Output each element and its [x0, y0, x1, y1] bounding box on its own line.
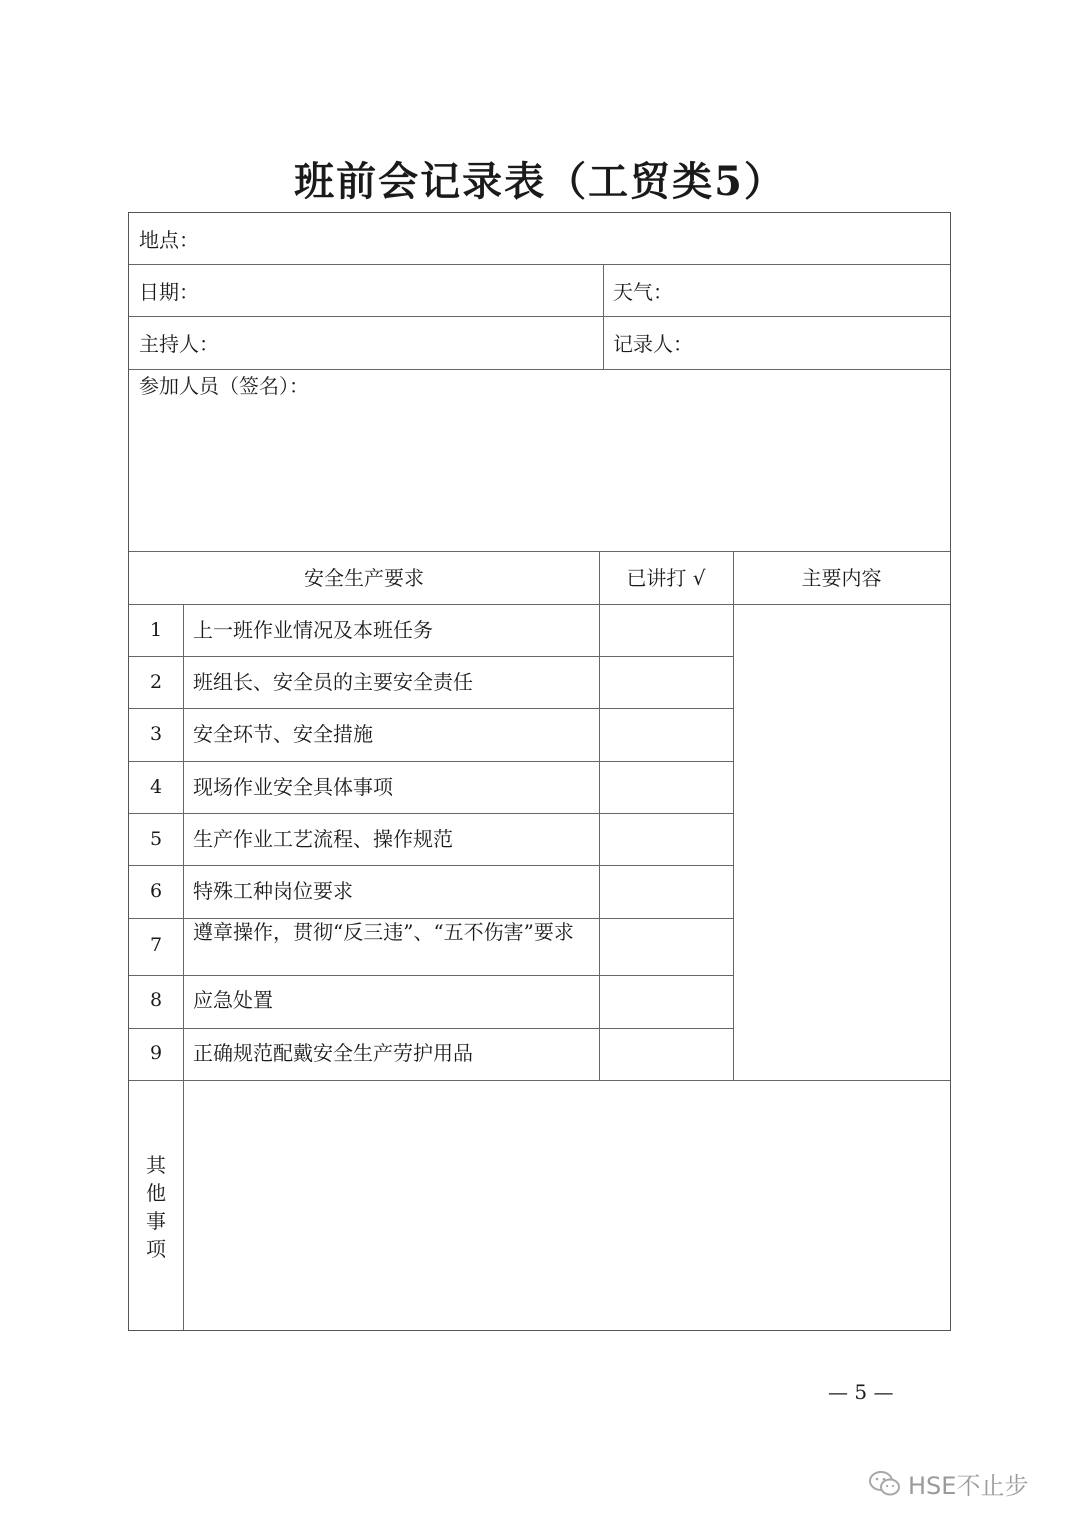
row-divider [129, 369, 950, 370]
recorder-label: 记录人： [613, 332, 693, 356]
row-requirement: 上一班作业情况及本班任务 [193, 618, 433, 642]
row-number: 4 [149, 776, 163, 798]
row-divider [129, 761, 733, 762]
row-requirement: 生产作业工艺流程、操作规范 [193, 827, 453, 851]
row-number: 8 [149, 989, 163, 1011]
row-divider [129, 1028, 733, 1029]
watermark-text: HSE不止步 [908, 1472, 1029, 1500]
row-requirement: 应急处置 [193, 988, 273, 1012]
meeting-record-form [128, 212, 951, 1331]
other-char: 他 [146, 1181, 166, 1205]
row-divider [129, 316, 950, 317]
page-title: 班前会记录表（工贸类5） [294, 158, 786, 205]
row-requirement: 班组长、安全员的主要安全责任 [193, 670, 473, 694]
date-label: 日期： [139, 280, 199, 304]
watermark [868, 1466, 1028, 1501]
page-number: — 5 — [828, 1380, 894, 1404]
checked-header: 已讲打 √ [626, 566, 706, 590]
content-header: 主要内容 [801, 566, 882, 590]
other-char: 项 [146, 1237, 166, 1261]
participants-label: 参加人员（签名）： [139, 374, 309, 398]
row-requirement: 遵章操作，贯彻“反三违”、“五不伤害”要求 [193, 920, 574, 944]
row-divider [129, 264, 950, 265]
row-divider [129, 975, 733, 976]
row-number: 1 [149, 619, 163, 641]
location-label: 地点： [139, 228, 199, 252]
row-number: 7 [149, 934, 163, 956]
row-requirement: 安全环节、安全措施 [193, 722, 373, 746]
host-label: 主持人： [139, 332, 219, 356]
other-char: 其 [146, 1153, 166, 1177]
row-divider [129, 1080, 950, 1081]
row-number: 5 [149, 828, 163, 850]
row-requirement: 正确规范配戴安全生产劳护用品 [193, 1041, 473, 1065]
row-requirement: 现场作业安全具体事项 [193, 775, 393, 799]
row-number: 6 [149, 880, 163, 902]
row-divider [129, 604, 950, 605]
col-divider [599, 551, 600, 1080]
row-divider [129, 865, 733, 866]
col-divider [733, 551, 734, 1080]
col-divider [603, 264, 604, 369]
row-number: 2 [149, 671, 163, 693]
wechat-icon [868, 1470, 902, 1498]
row-requirement: 特殊工种岗位要求 [193, 879, 353, 903]
row-divider [129, 708, 733, 709]
row-divider [129, 813, 733, 814]
other-char: 事 [146, 1209, 166, 1233]
weather-label: 天气： [613, 280, 673, 304]
row-divider [129, 551, 950, 552]
row-number: 9 [149, 1042, 163, 1064]
row-number: 3 [149, 723, 163, 745]
row-divider [129, 656, 733, 657]
col-divider [183, 604, 184, 1330]
requirements-header: 安全生产要求 [304, 566, 424, 590]
